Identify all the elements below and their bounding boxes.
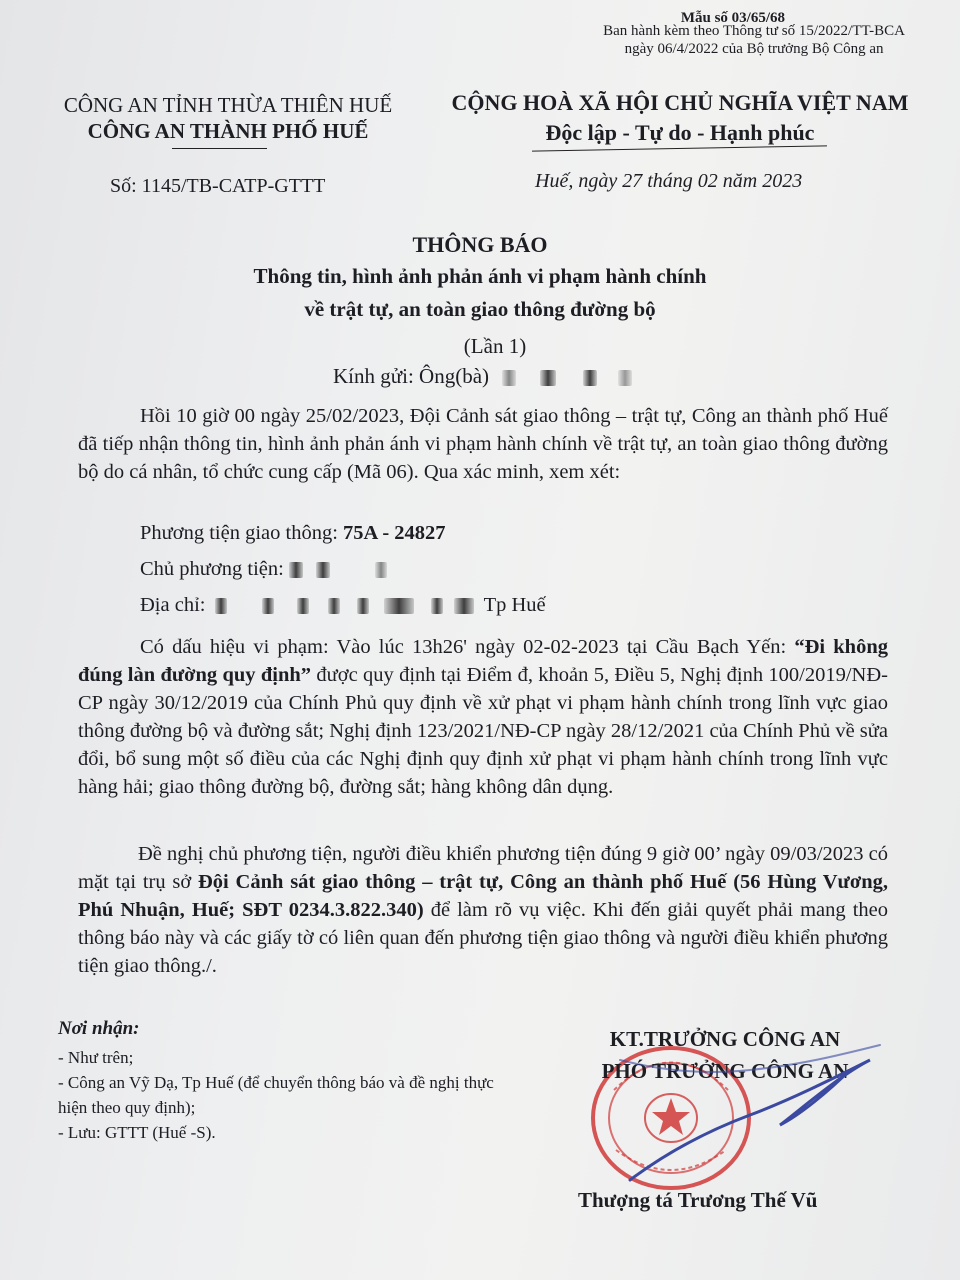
redacted-block (502, 370, 516, 386)
national-header (440, 88, 920, 148)
agency-underline (172, 148, 267, 149)
document-title: THÔNG BÁO (412, 232, 548, 257)
vehicle-line (140, 522, 446, 545)
redacted-block (583, 370, 597, 386)
paragraph-request (78, 840, 888, 980)
form-ref-line2: ngày 06/4/2022 của Bộ trưởng Bộ Công an (624, 41, 884, 57)
redacted-block (316, 562, 330, 578)
national-motto: Độc lập - Tự do - Hạnh phúc (545, 120, 815, 145)
recipient-line (333, 364, 632, 389)
document-number: Số: 1145/TB-CATP-GTTT (110, 175, 326, 197)
redacted-block (540, 370, 556, 386)
country-name: CỘNG HOÀ XÃ HỘI CHỦ NGHĨA VIỆT NAM (451, 90, 909, 115)
owner-line (140, 558, 387, 581)
notice-count: (Lần 1) (463, 334, 527, 358)
recipients-title: Nơi nhận: (58, 1018, 140, 1039)
redacted-block (262, 598, 274, 614)
recipient-label: Kính gửi: Ông(bà) (333, 364, 490, 388)
paragraph-violation (78, 633, 888, 801)
request-intro: Đề nghị chủ phương tiện, người điều khiển phương tiện đúng 9 giờ 00’ ngày 09/03/2023 có mặt tại trụ sở (78, 843, 888, 893)
document-subtitle-line2: về trật tự, an toàn giao thông đường bộ (304, 297, 656, 321)
handwritten-signature (600, 1030, 890, 1190)
recipient-item: - Lưu: GTTT (Huế -S). (58, 1123, 216, 1142)
violation-name: “Đi không đúng làn đường quy định” (78, 636, 888, 686)
redacted-block (375, 562, 387, 578)
paragraph-intro: Hồi 10 giờ 00 ngày 25/02/2023, Đội Cảnh sát giao thông – trật tự, Công an thành phố Huế đã tiếp nhận thông tin, hình ảnh phản ánh vi phạm hành chính về trật tự, an toàn giao thông đường bộ do cá nhân, tổ chức cung cấp (Mã 06). Qua xác minh, xem xét: (78, 405, 888, 483)
redacted-block (289, 562, 303, 578)
request-office: Đội Cảnh sát giao thông – trật tự, Công an thành phố Huế (56 Hùng Vương, Phú Nhuận, Huế; SĐT 0234.3.822.340) (78, 871, 888, 921)
violation-legal-basis: được quy định tại Điểm đ, khoản 5, Điều 5, Nghị định 100/2019/NĐ-CP ngày 30/12/2019 của Chính Phủ quy định về xử phạt vi phạm hành chính trong lĩnh vực giao thông đường bộ và đường sắt; Nghị định 123/2021/NĐ-CP ngày 28/12/2021 của Chính Phủ về sửa đổi, bổ sung một số điều của các Nghị định quy định xử phạt vi phạm hành chính trong lĩnh vực hàng hải; giao thông đường bộ, đường sắt; hàng không dân dụng. (78, 664, 888, 798)
signature-title-line1: KT.TRƯỞNG CÔNG AN (609, 1027, 841, 1051)
recipients-list (58, 1045, 508, 1145)
agency-name: CÔNG AN THÀNH PHỐ HUẾ (87, 119, 369, 143)
signer-name: Thượng tá Trương Thế Vũ (578, 1188, 818, 1212)
redacted-block (384, 598, 414, 614)
redacted-block (618, 370, 632, 386)
address-label: Địa chỉ: (140, 594, 206, 616)
address-suffix: Tp Huế (483, 594, 546, 616)
vehicle-plate: 75A - 24827 (343, 522, 446, 544)
place-date: Huế, ngày 27 tháng 02 năm 2023 (535, 170, 803, 192)
redacted-block (357, 598, 369, 614)
redacted-block (215, 598, 227, 614)
form-reference (603, 22, 905, 58)
recipient-item: - Công an Vỹ Dạ, Tp Huế (để chuyển thông báo và đề nghị thực hiện theo quy định); (58, 1073, 494, 1117)
owner-label: Chủ phương tiện: (140, 558, 289, 580)
recipient-item: - Như trên; (58, 1048, 134, 1067)
address-line (140, 594, 546, 617)
redacted-block (297, 598, 309, 614)
redacted-block (431, 598, 443, 614)
form-number: Mẫu số 03/65/68 (680, 10, 785, 26)
agency-parent: CÔNG AN TỈNH THỪA THIÊN HUẾ (63, 93, 393, 117)
request-instructions: để làm rõ vụ việc. Khi đến giải quyết phải mang theo thông báo này và các giấy tờ có liên quan đến phương tiện giao thông và người điều khiển phương tiện giao thông./. (78, 899, 888, 977)
vehicle-label: Phương tiện giao thông: (140, 522, 344, 544)
redacted-block (454, 598, 474, 614)
redacted-block (328, 598, 340, 614)
violation-intro: Có dấu hiệu vi phạm: Vào lúc 13h26' ngày 02-02-2023 tại Cầu Bạch Yến: (140, 636, 795, 658)
form-ref-line1: Ban hành kèm theo Thông tư số 15/2022/TT-BCA (603, 23, 905, 39)
document-subtitle-line1: Thông tin, hình ảnh phản ánh vi phạm hành chính (253, 264, 707, 288)
agency-header (48, 92, 408, 144)
signature-title-line2: PHÓ TRƯỞNG CÔNG AN (601, 1059, 849, 1083)
